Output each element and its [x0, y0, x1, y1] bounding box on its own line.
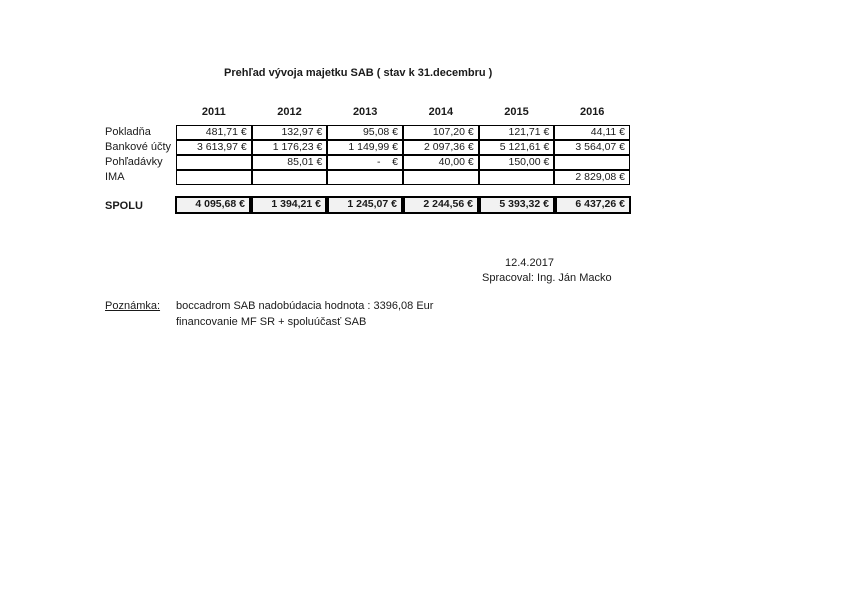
total-row-label: SPOLU	[105, 200, 143, 212]
year-header-2013: 2013	[352, 106, 378, 118]
row-label-pohladavky: Pohľadávky	[105, 156, 163, 168]
year-header-2016: 2016	[579, 106, 605, 118]
table-cell: 1 149,99 €	[327, 140, 403, 155]
row-label-column	[105, 125, 175, 185]
page-title: Prehľad vývoja majetku SAB ( stav k 31.decembru )	[224, 67, 493, 79]
total-cell: 5 393,32 €	[479, 196, 555, 214]
table-cell: 107,20 €	[403, 125, 479, 140]
year-header-2011: 2011	[201, 106, 226, 118]
table-cell	[252, 170, 328, 185]
total-cell: 1 245,07 €	[327, 196, 403, 214]
row-label-bankove-ucty: Bankové účty	[105, 141, 172, 153]
table-cell	[479, 170, 555, 185]
year-header-row	[176, 105, 630, 120]
table-cell: 95,08 €	[327, 125, 403, 140]
table-cell	[403, 170, 479, 185]
year-header-2012: 2012	[277, 106, 302, 118]
note-line-2: financovanie MF SR + spoluúčasť SAB	[176, 316, 367, 328]
total-cell: 2 244,56 €	[403, 196, 479, 214]
asset-table	[176, 125, 630, 185]
table-cell: 132,97 €	[252, 125, 328, 140]
table-cell: 150,00 €	[479, 155, 555, 170]
table-cell: 85,01 €	[252, 155, 328, 170]
note-label: Poznámka:	[105, 300, 161, 312]
total-row	[175, 196, 631, 214]
table-row-pokladna	[176, 125, 630, 140]
table-cell	[554, 155, 630, 170]
total-cell: 6 437,26 €	[555, 196, 631, 214]
table-cell: 121,71 €	[479, 125, 555, 140]
table-cell: 44,11 €	[554, 125, 630, 140]
table-row-bankove-ucty	[176, 140, 630, 155]
note-line-1: boccadrom SAB nadobúdacia hodnota : 3396,08 Eur	[176, 300, 434, 312]
table-cell: 481,71 €	[176, 125, 252, 140]
year-header-2014: 2014	[428, 106, 454, 118]
table-row-pohladavky	[176, 155, 630, 170]
table-cell: 3 613,97 €	[176, 140, 252, 155]
table-cell	[176, 155, 252, 170]
table-cell: 1 176,23 €	[252, 140, 328, 155]
table-cell: 3 564,07 €	[554, 140, 630, 155]
prepared-by: Spracoval: Ing. Ján Macko	[482, 272, 612, 284]
table-row-ima	[176, 170, 630, 185]
row-label-pokladna: Pokladňa	[105, 126, 151, 138]
table-cell: 40,00 €	[403, 155, 479, 170]
table-cell	[327, 170, 403, 185]
total-cell: 4 095,68 €	[175, 196, 251, 214]
year-header-2015: 2015	[504, 106, 529, 118]
table-cell: 2 829,08 €	[554, 170, 630, 185]
table-cell: 2 097,36 €	[403, 140, 479, 155]
table-cell: 5 121,61 €	[479, 140, 555, 155]
table-cell: - €	[327, 155, 403, 170]
document-date: 12.4.2017	[505, 257, 554, 269]
table-cell	[176, 170, 252, 185]
total-cell: 1 394,21 €	[251, 196, 327, 214]
row-label-ima: IMA	[105, 171, 125, 183]
